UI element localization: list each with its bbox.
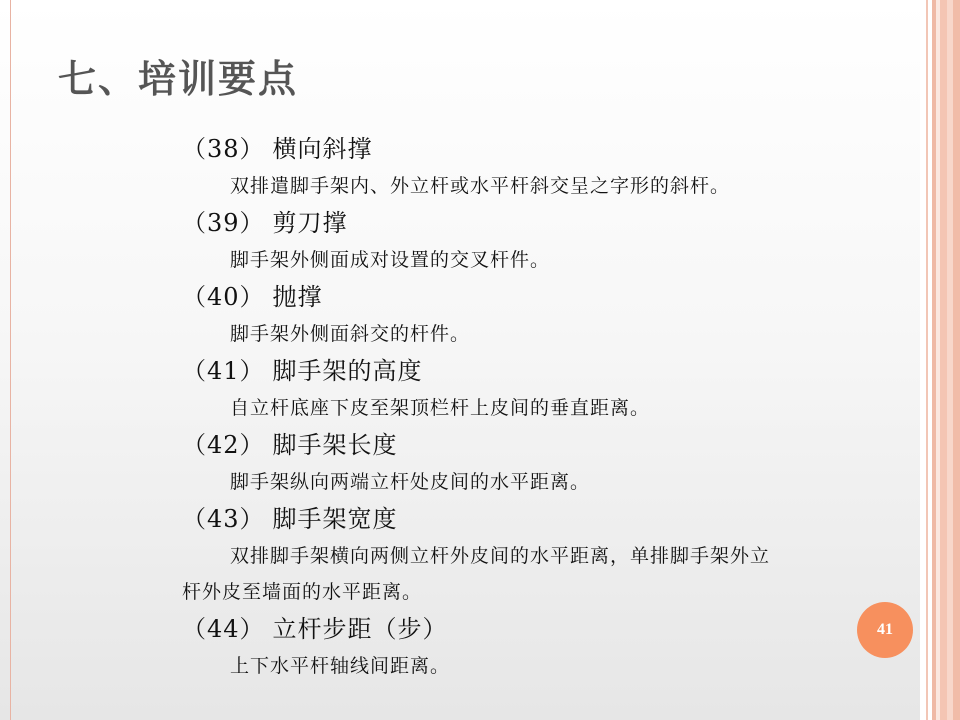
item-heading xyxy=(182,352,822,390)
item-number: （40） xyxy=(182,283,265,311)
list-item xyxy=(182,610,822,684)
item-description: 脚手架外侧面斜交的杆件。 xyxy=(230,323,471,345)
item-term: 抛撑 xyxy=(272,283,323,311)
list-item xyxy=(182,278,822,352)
item-term: 脚手架的高度 xyxy=(272,357,423,385)
definition-list xyxy=(182,130,822,684)
item-term: 脚手架长度 xyxy=(272,431,398,459)
list-item xyxy=(182,352,822,426)
item-description: 自立杆底座下皮至架顶栏杆上皮间的垂直距离。 xyxy=(230,397,651,419)
item-description: 双排脚手架横向两侧立杆外皮间的水平距离，单排脚手架外立杆外皮至墙面的水平距离。 xyxy=(182,545,771,603)
item-number: （39） xyxy=(182,209,265,237)
left-border-line xyxy=(10,0,11,720)
item-description: 双排遣脚手架内、外立杆或水平杆斜交呈之字形的斜杆。 xyxy=(230,175,731,197)
item-heading xyxy=(182,500,822,538)
list-item xyxy=(182,500,822,610)
item-heading xyxy=(182,426,822,464)
item-term: 立杆步距（步） xyxy=(272,615,448,643)
item-description: 脚手架纵向两端立杆处皮间的水平距离。 xyxy=(230,471,591,493)
item-number: （42） xyxy=(182,431,265,459)
item-number: （38） xyxy=(182,135,265,163)
slide-title: 七、培训要点 xyxy=(58,56,299,101)
list-item xyxy=(182,426,822,500)
item-number: （41） xyxy=(182,357,265,385)
item-term: 剪刀撑 xyxy=(272,209,348,237)
item-number: （44） xyxy=(182,615,265,643)
item-description: 脚手架外侧面成对设置的交叉杆件。 xyxy=(230,249,551,271)
right-decorative-stripes xyxy=(920,0,960,720)
item-heading xyxy=(182,204,822,242)
item-number: （43） xyxy=(182,505,265,533)
item-description: 上下水平杆轴线间距离。 xyxy=(230,655,451,677)
item-heading xyxy=(182,130,822,168)
list-item xyxy=(182,130,822,204)
list-item xyxy=(182,204,822,278)
page-number-badge: 41 xyxy=(857,602,913,658)
item-heading xyxy=(182,278,822,316)
item-term: 横向斜撑 xyxy=(272,135,373,163)
item-term: 脚手架宽度 xyxy=(272,505,398,533)
item-heading xyxy=(182,610,822,648)
